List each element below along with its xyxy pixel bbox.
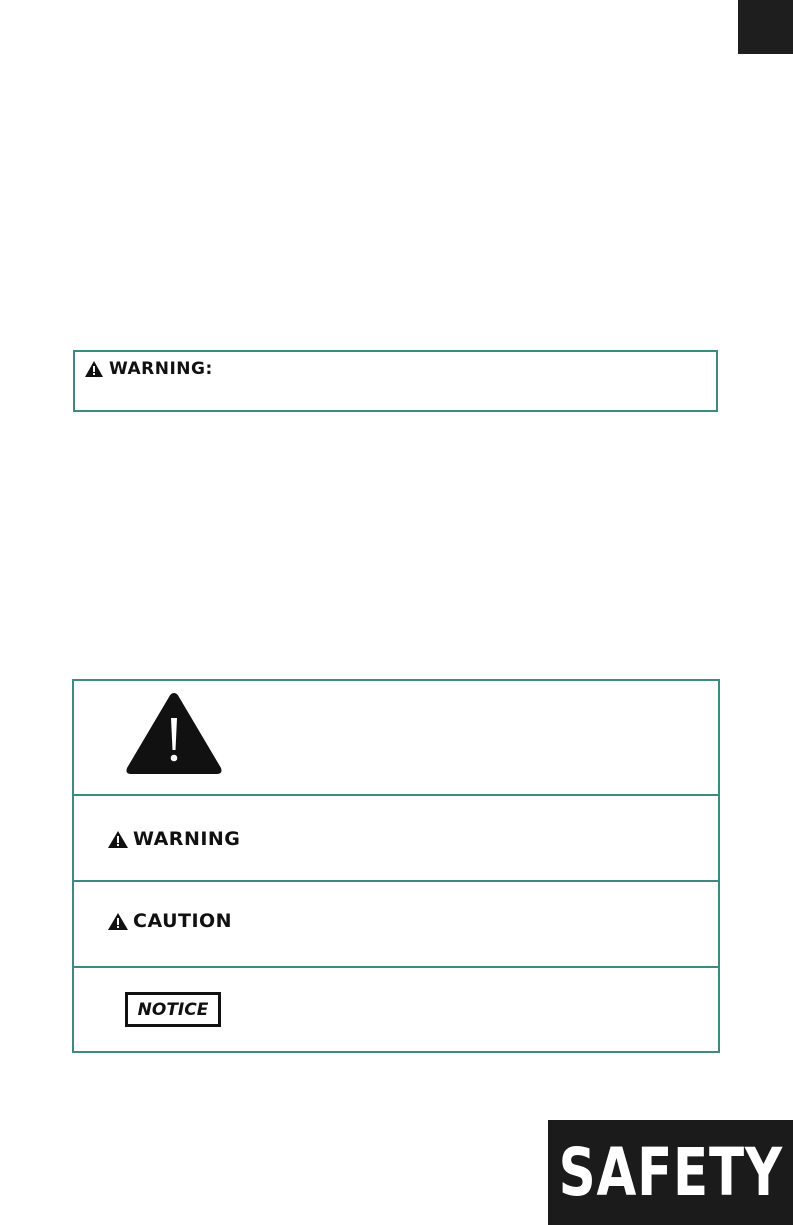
page-tab-marker (738, 0, 793, 54)
warning-signal-word (108, 828, 240, 850)
warning-heading (85, 359, 213, 379)
safety-alert-triangle-icon (124, 690, 224, 776)
notice-badge (125, 992, 221, 1027)
caution-signal-word (108, 910, 232, 932)
warning-heading-text: WARNING: (109, 359, 213, 379)
warning-label: WARNING (133, 828, 241, 850)
caution-label: CAUTION (133, 910, 233, 932)
warning-triangle-icon (85, 361, 103, 377)
caution-triangle-icon (108, 913, 128, 930)
symbol-row-warning (74, 794, 718, 882)
warning-triangle-icon (108, 831, 128, 848)
section-tab-label: SAFETY (558, 1133, 783, 1211)
section-tab-safety (548, 1120, 793, 1225)
notice-label: NOTICE (128, 995, 218, 1024)
safety-symbols-table (72, 679, 720, 1053)
warning-callout-box (73, 350, 718, 412)
symbol-row-caution (74, 880, 718, 968)
symbol-row-alert (74, 681, 718, 794)
symbol-row-notice (74, 966, 718, 1055)
